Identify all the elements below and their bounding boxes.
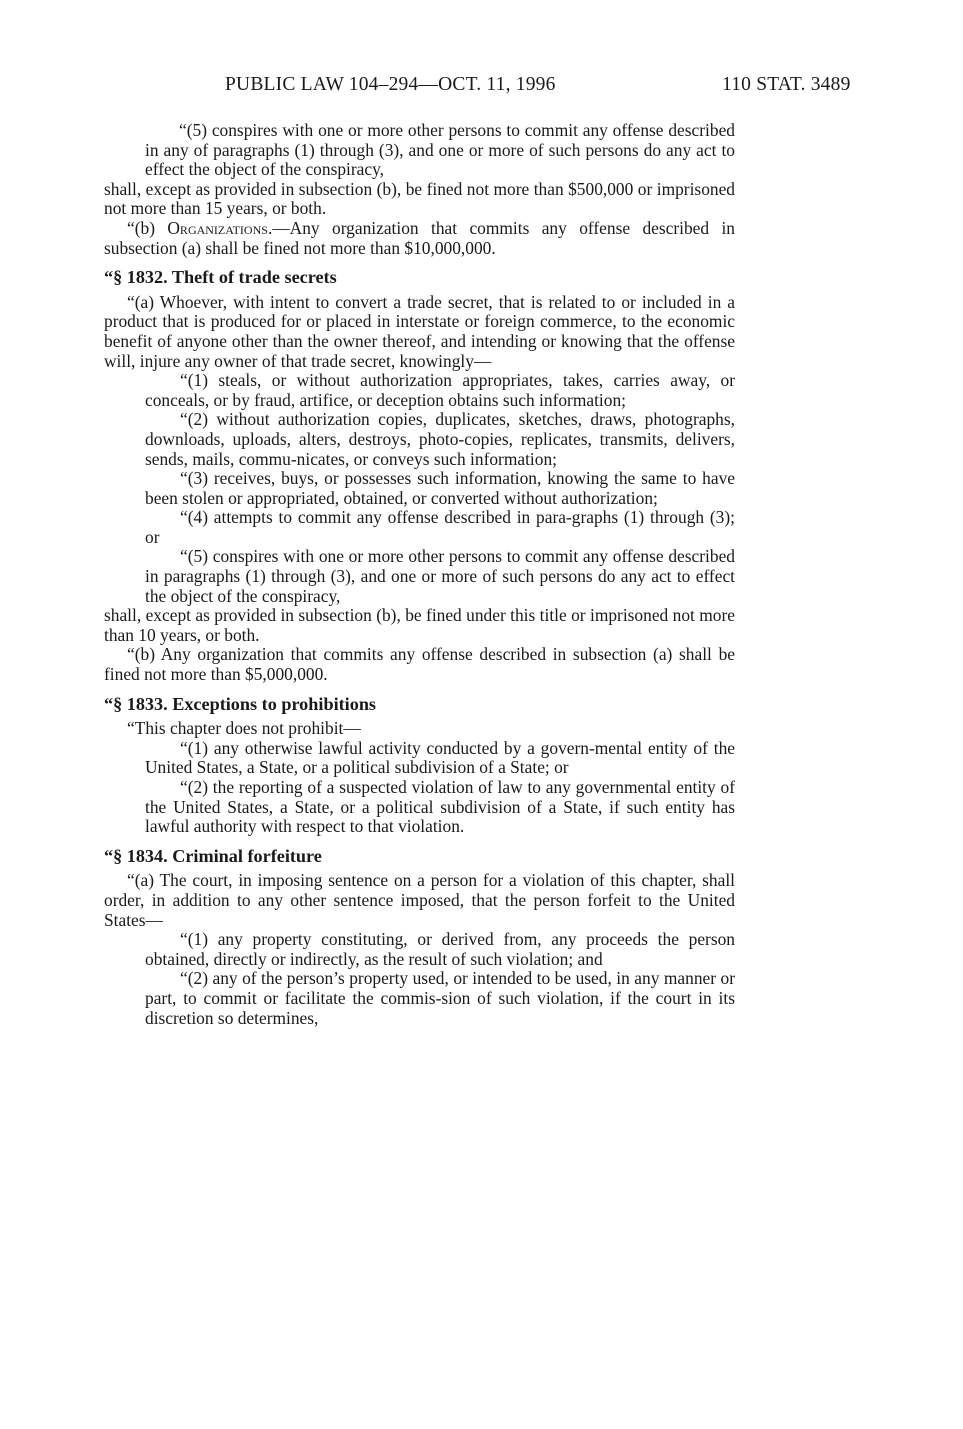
page-header [0,74,963,100]
paragraph-5-conspiracy: “(5) conspires with one or more other persons to commit any offense described in any of paragraphs (1) through (3), and one or more of such persons do any act to effect the object of the conspiracy, [145,120,735,180]
section-1832-item-4: “(4) attempts to commit any offense described in para-graphs (1) through (3); or [145,507,735,547]
header-title: PUBLIC LAW 104–294—OCT. 11, 1996 [225,74,556,95]
section-1832-item-3: “(3) receives, buys, or possesses such information, knowing the same to have been stolen or appropriated, obtained, or converted without authorization; [145,468,735,508]
section-1832-subsection-b: “(b) Any organization that commits any offense described in subsection (a) shall be fined not more than $5,000,000. [104,644,735,685]
section-1834-item-1: “(1) any property constituting, or derived from, any proceeds the person obtained, directly or indirectly, as the result of such violation; and [145,929,735,969]
section-1832-item-2: “(2) without authorization copies, duplicates, sketches, draws, photographs, downloads, uploads, alters, destroys, photo-copies, replicates, transmits, delivers, sends, mails, commu-nicates, or conveys such information; [145,409,735,469]
section-1834-subsection-a: “(a) The court, in imposing sentence on a person for a violation of this chapter, shall order, in addition to any other sentence imposed, that the person forfeit to the United States— [104,870,735,930]
section-1832-subsection-a: “(a) Whoever, with intent to convert a trade secret, that is related to or included in a product that is produced for or placed in interstate or foreign commerce, to the economic benefit of anyone other than the owner thereof, and intending or knowing that the offense will, injure any owner of that trade secret, knowingly— [104,291,735,371]
section-1833-item-2: “(2) the reporting of a suspected violation of law to any governmental entity of the United States, a State, or a political subdivision of a State, if such entity has lawful authority with respect to that violation. [145,777,735,837]
subsection-b-text: .—Any organization that commits any offense described in subsection (a) shall be fined not more than $10,000,000. [104,217,735,258]
subsection-b-heading: Organizations [167,217,268,238]
section-1832-item-1: “(1) steals, or without authorization appropriates, takes, carries away, or conceals, or by fraud, artifice, or deception obtains such information; [145,370,735,410]
penalty-clause: shall, except as provided in subsection (b), be fined not more than $500,000 or imprisoned not more than 15 years, or both. [104,178,735,219]
section-1832-item-5: “(5) conspires with one or more other persons to commit any offense described in paragraphs (1) through (3), and one or more of such persons do any act to effect the object of the conspiracy, [145,546,735,606]
section-1834-heading: “§ 1834. Criminal forfeiture [104,845,322,866]
section-1833-heading: “§ 1833. Exceptions to prohibitions [104,693,377,714]
section-1834-item-2: “(2) any of the person’s property used, or intended to be used, in any manner or part, to commit or facilitate the commis-sion of such violation, if the court in its discretion so determines, [145,968,735,1028]
section-1833-item-1: “(1) any otherwise lawful activity conducted by a govern-mental entity of the United States, a State, or a political subdivision of a State; or [145,737,735,778]
document-body [104,121,735,1028]
section-1832-penalty: shall, except as provided in subsection (b), be fined under this title or imprisoned not more than 10 years, or both. [104,605,735,645]
section-1832-heading: “§ 1832. Theft of trade secrets [104,267,337,288]
subsection-b-organizations [104,219,735,258]
section-1833-intro: “This chapter does not prohibit— [127,718,361,739]
header-stat-page: 110 STAT. 3489 [722,74,851,95]
subsection-b-prefix: “(b) [127,217,168,238]
